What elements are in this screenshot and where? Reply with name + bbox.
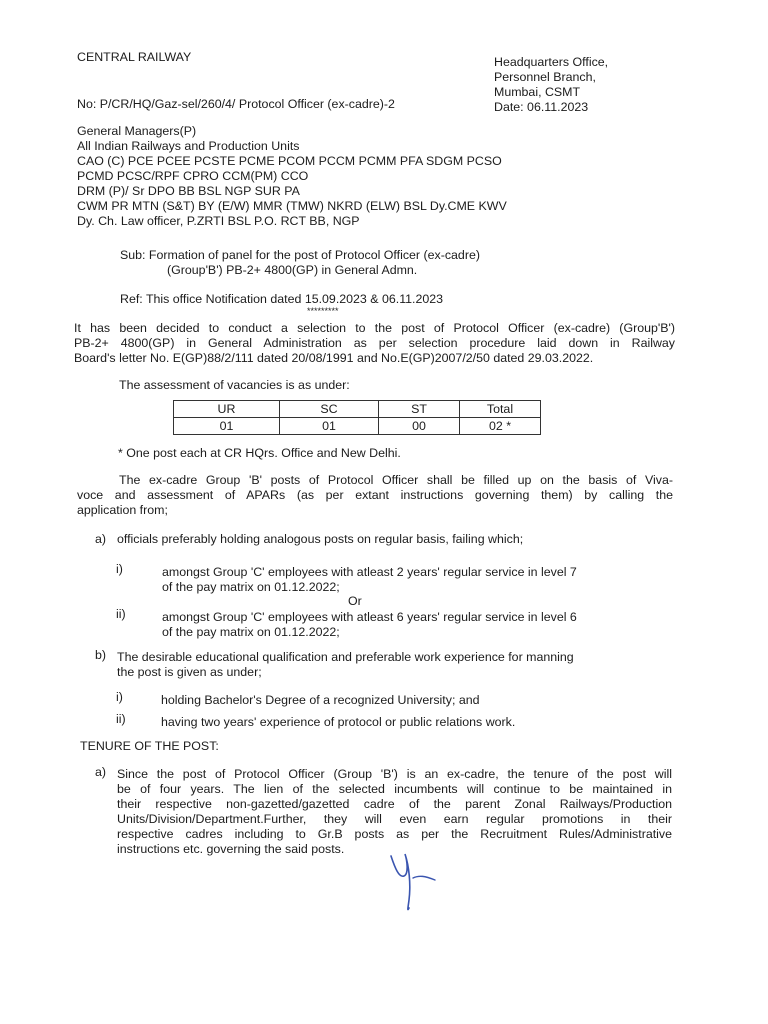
subitem-text: having two years' experience of protocol or public relations work. xyxy=(161,715,516,729)
tenure-line: respective cadres including to Gr.B posts as per the Recruitment Rules/Administrative xyxy=(117,827,672,841)
subitem-line: amongst Group 'C' employees with atleast 2 years' regular service in level 7 xyxy=(162,565,577,579)
addressee-line: All Indian Railways and Production Units xyxy=(77,139,300,153)
reference-line: Ref: This office Notification dated 15.09.2023 & 06.11.2023 xyxy=(120,292,444,306)
addressee-line: PCMD PCSC/RPF CPRO CCM(PM) CCO xyxy=(77,169,309,183)
subitem-marker: ii) xyxy=(116,607,126,621)
subitem-text: holding Bachelor's Degree of a recognized University; and xyxy=(161,693,480,707)
subitem-line: of the pay matrix on 01.12.2022; xyxy=(162,625,340,639)
subitem-line: amongst Group 'C' employees with atleast 6 years' regular service in level 6 xyxy=(162,610,577,624)
vacancy-table xyxy=(173,400,541,435)
subject-line-continued: (Group'B') PB-2+ 4800(GP) in General Admn. xyxy=(167,263,418,277)
table-header-cell: SC xyxy=(280,401,379,418)
addressee-line: CAO (C) PCE PCEE PCSTE PCME PCOM PCCM PCMM PFA SDGM PCSO xyxy=(77,154,502,168)
tenure-line: their respective non-gazetted/gazetted cadre of the parent Zonal Railways/Production xyxy=(117,797,672,811)
letter-date: Date: 06.11.2023 xyxy=(494,100,589,114)
letter-reference-number: No: P/CR/HQ/Gaz-sel/260/4/ Protocol Officer (ex-cadre)-2 xyxy=(77,97,395,111)
tenure-line: Units/Division/Department.Further, they will even earn regular promotions in their xyxy=(117,812,672,826)
table-cell: 01 xyxy=(174,418,280,435)
office-address xyxy=(494,55,608,115)
tenure-line: be of four years. The lien of the selected incumbents will continue to be maintained in xyxy=(117,782,672,796)
subitem-text xyxy=(162,565,577,595)
vacancy-footnote: * One post each at CR HQrs. Office and New Delhi. xyxy=(118,446,401,460)
subject-line: Sub: Formation of panel for the post of Protocol Officer (ex-cadre) xyxy=(120,248,480,262)
table-cell: 02 * xyxy=(460,418,541,435)
office-address-line: Mumbai, CSMT xyxy=(494,85,581,99)
or-separator: Or xyxy=(348,594,362,608)
intro-paragraph-line: Board's letter No. E(GP)88/2/111 dated 20/08/1991 and No.E(GP)2007/2/50 dated 29.03.2022. xyxy=(74,351,594,365)
subitem-marker: i) xyxy=(116,562,123,576)
item-marker: a) xyxy=(95,765,107,779)
tenure-heading: TENURE OF THE POST: xyxy=(80,739,219,753)
assessment-intro: The assessment of vacancies is as under: xyxy=(119,378,350,392)
tenure-line: instructions etc. governing the said posts. xyxy=(117,842,345,856)
table-header-cell: Total xyxy=(460,401,541,418)
selection-basis-line: application from; xyxy=(77,503,168,517)
item-marker: b) xyxy=(95,648,107,662)
subitem-text xyxy=(162,610,577,640)
addressee-line: DRM (P)/ Sr DPO BB BSL NGP SUR PA xyxy=(77,184,300,198)
table-header-row xyxy=(174,401,541,418)
addressee-line: CWM PR MTN (S&T) BY (E/W) MMR (TMW) NKRD (ELW) BSL Dy.CME KWV xyxy=(77,199,507,213)
addressee-line: General Managers(P) xyxy=(77,124,197,138)
subitem-line: of the pay matrix on 01.12.2022; xyxy=(162,580,340,594)
intro-paragraph-line: PB-2+ 4800(GP) in General Administration as per selection procedure laid down in Railway xyxy=(74,336,675,350)
office-address-line: Headquarters Office, xyxy=(494,55,609,69)
item-b-line: The desirable educational qualification and preferable work experience for manning xyxy=(117,650,574,664)
table-row xyxy=(174,418,541,435)
intro-paragraph-line: It has been decided to conduct a selection to the post of Protocol Officer (ex-cadre) (Group'B') xyxy=(74,321,675,335)
handwritten-signature xyxy=(385,848,445,918)
item-b-line: the post is given as under; xyxy=(117,665,262,679)
item-a-text: officials preferably holding analogous posts on regular basis, failing which; xyxy=(117,532,524,546)
addressee-line: Dy. Ch. Law officer, P.ZRTI BSL P.O. RCT BB, NGP xyxy=(77,214,360,228)
selection-basis-line: voce and assessment of APARs (as per extant instructions governing them) by calling the xyxy=(77,488,673,502)
item-marker: a) xyxy=(95,532,107,546)
selection-basis-line: The ex-cadre Group 'B' posts of Protocol Officer shall be filled up on the basis of Viva- xyxy=(119,473,673,487)
organization-name: CENTRAL RAILWAY xyxy=(77,50,192,64)
subitem-marker: ii) xyxy=(116,712,126,726)
table-cell: 00 xyxy=(379,418,460,435)
office-address-line: Personnel Branch, xyxy=(494,70,596,84)
table-header-cell: UR xyxy=(174,401,280,418)
table-cell: 01 xyxy=(280,418,379,435)
item-b-text xyxy=(117,650,574,680)
separator-stars: ********* xyxy=(307,306,339,316)
table-header-cell: ST xyxy=(379,401,460,418)
tenure-line: Since the post of Protocol Officer (Group 'B') is an ex-cadre, the tenure of the post will xyxy=(117,767,672,781)
subitem-marker: i) xyxy=(116,690,123,704)
addressee-list xyxy=(77,124,507,229)
